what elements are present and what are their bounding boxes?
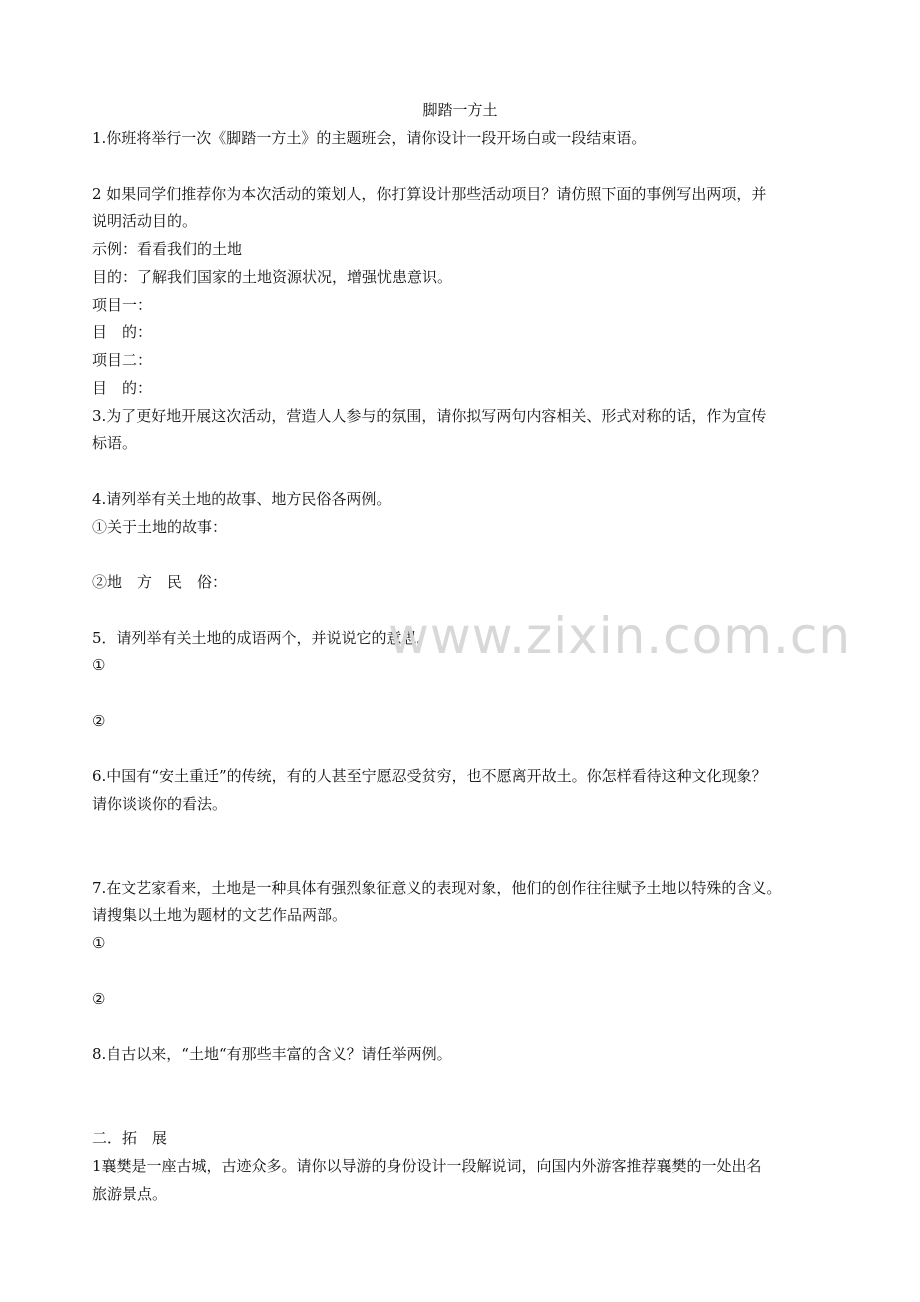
- question-2-line-2: 说明活动目的。: [92, 212, 198, 230]
- section-heading-extension: 二．拓 展: [92, 1129, 168, 1147]
- project-two-label: 项目二：: [92, 351, 153, 369]
- project-one-purpose-label: 目 的：: [92, 323, 153, 341]
- extension-question-1-line-2: 旅游景点。: [92, 1185, 168, 1203]
- question-4-item-1: ①关于土地的故事：: [92, 518, 228, 536]
- question-5-item-2: ②: [92, 712, 106, 730]
- watermark: www.zixin.com.cn: [388, 607, 852, 665]
- question-3-line-1: 3.为了更好地开展这次活动，营造人人参与的氛围，请你拟写两句内容相关、形式对称的话，作为宣传: [92, 407, 767, 425]
- question-5: 5．请列举有关土地的成语两个，并说说它的意思。: [92, 629, 432, 647]
- project-one-label: 项目一：: [92, 296, 153, 314]
- example-purpose-line: 目的：了解我们国家的土地资源状况，增强忧患意识。: [92, 268, 453, 286]
- question-7-item-2: ②: [92, 990, 106, 1008]
- question-4: 4.请列举有关土地的故事、地方民俗各两例。: [92, 490, 392, 508]
- question-5-item-1: ①: [92, 656, 106, 674]
- question-1: 1.你班将举行一次《脚踏一方土》的主题班会，请你设计一段开场白或一段结束语。: [92, 129, 647, 147]
- question-7-item-1: ①: [92, 934, 106, 952]
- question-4-item-2: ②地 方 民 俗：: [92, 573, 228, 591]
- question-7-line-1: 7.在文艺家看来，土地是一种具体有强烈象征意义的表现对象，他们的创作往往赋予土地以特殊的含义。: [92, 879, 782, 897]
- extension-question-1-line-1: 1襄樊是一座古城，古迹众多。请你以导游的身份设计一段解说词，向国内外游客推荐襄樊的一处出名: [92, 1157, 762, 1175]
- question-6-line-1: 6.中国有“安土重迁”的传统，有的人甚至宁愿忍受贫穷，也不愿离开故土。你怎样看待这种文化现象？: [92, 767, 767, 785]
- question-6-line-2: 请你谈谈你的看法。: [92, 795, 228, 813]
- question-7-line-2: 请搜集以土地为题材的文艺作品两部。: [92, 906, 348, 924]
- question-2-line-1: 2 如果同学们推荐你为本次活动的策划人，你打算设计那些活动项目？请仿照下面的事例写出两项，并: [92, 185, 767, 203]
- question-3-line-2: 标语。: [92, 434, 138, 452]
- project-two-purpose-label: 目 的：: [92, 379, 153, 397]
- example-line: 示例：看看我们的土地: [92, 240, 243, 258]
- question-8: 8.自古以来，“土地“有那些丰富的含义？请任举两例。: [92, 1045, 452, 1063]
- document-title: 脚踏一方土: [422, 101, 498, 119]
